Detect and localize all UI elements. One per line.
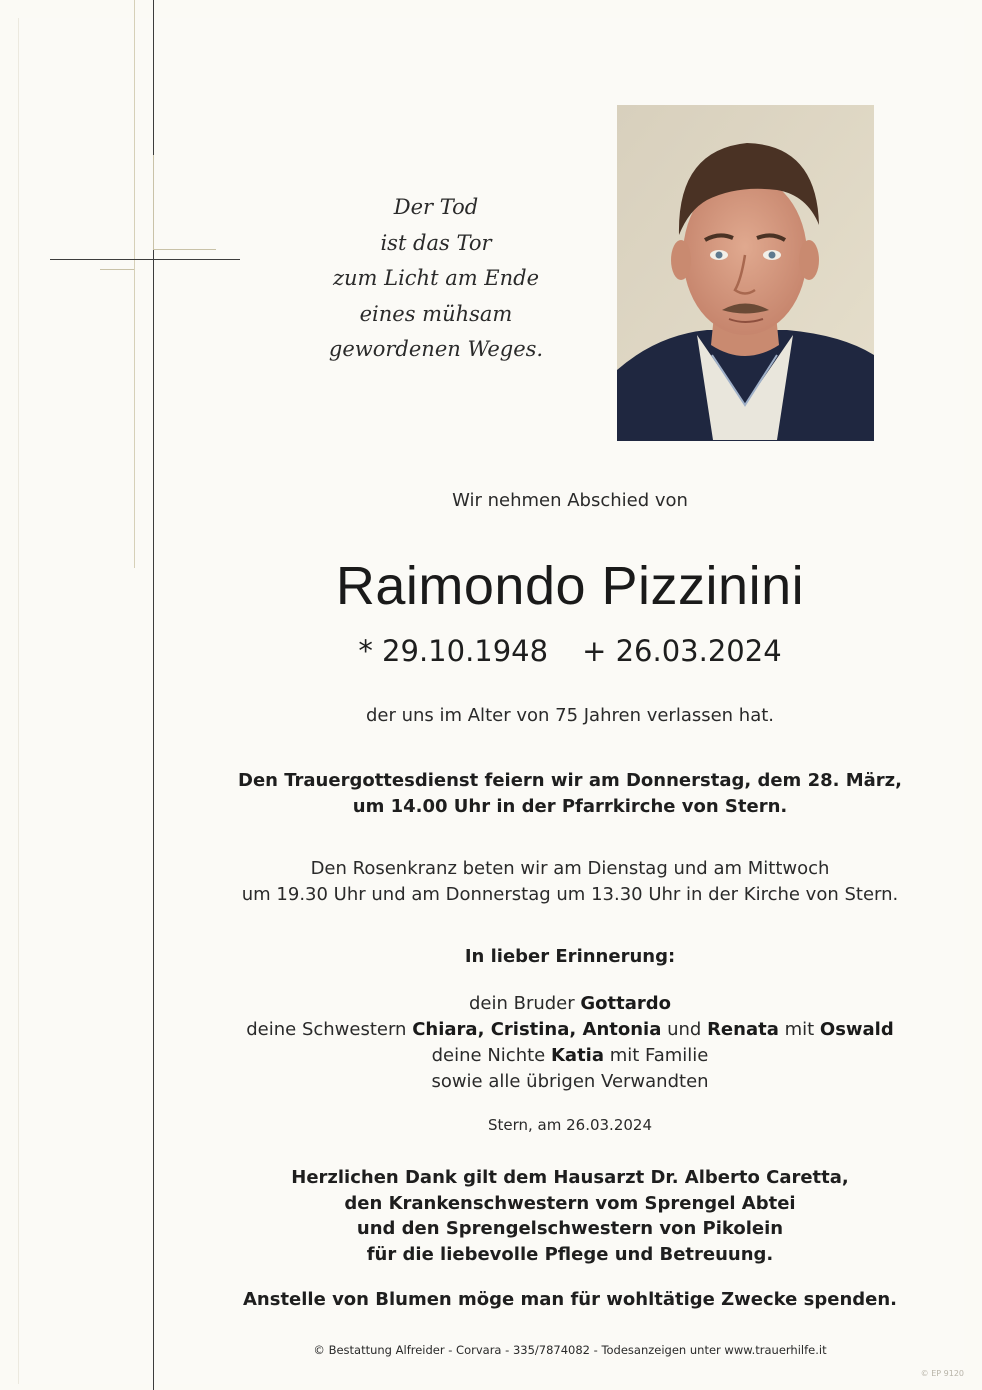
brother-prefix: dein Bruder [468, 993, 581, 1014]
family-sisters [230, 1017, 910, 1043]
product-code: © EP 9120 [920, 1369, 964, 1378]
rosary-info [230, 856, 910, 908]
conjunction: und [661, 1019, 708, 1040]
memory-heading: In lieber Erinnerung: [464, 946, 676, 967]
sisters-prefix: deine Schwestern [246, 1019, 413, 1040]
deceased-name: Raimondo Pizzinini [335, 556, 805, 616]
family-niece [230, 1043, 910, 1069]
death-date: + 26.03.2024 [582, 634, 782, 668]
cross-vertical-accent [153, 155, 154, 250]
rosary-line-1: Den Rosenkranz beten wir am Dienstag und am Mittwoch [310, 858, 830, 879]
conjunction: mit [778, 1019, 820, 1040]
portrait-image [617, 105, 874, 441]
separator: , [569, 1019, 583, 1040]
niece-prefix: deine Nichte [431, 1045, 551, 1066]
niece-suffix: mit Familie [603, 1045, 709, 1066]
flowers-note: Anstelle von Blumen möge man für wohltätige Zwecke spenden. [242, 1289, 898, 1310]
thanks-line-3: und den Sprengelschwestern von Pikolein [356, 1218, 784, 1239]
verse [300, 190, 572, 368]
footer-credit: © Bestattung Alfreider - Corvara - 335/7874082 - Todesanzeigen unter www.trauerhilfe.it [313, 1343, 827, 1357]
cross-vertical-gold [134, 0, 135, 568]
sister-name: Cristina [490, 1019, 570, 1040]
place-date: Stern, am 26.03.2024 [487, 1116, 653, 1134]
family-brother [230, 991, 910, 1017]
sister-name: Renata [707, 1019, 779, 1040]
intro-text: Wir nehmen Abschied von [452, 490, 688, 511]
cross-horizontal-dark [50, 259, 240, 260]
thanks-line-1: Herzlichen Dank gilt dem Hausarzt Dr. Alberto Caretta, [291, 1167, 849, 1188]
sister-name: Chiara [412, 1019, 478, 1040]
separator: , [477, 1019, 491, 1040]
cross-horizontal-gold-right [154, 249, 216, 250]
family-list [230, 991, 910, 1095]
rosary-line-2: um 19.30 Uhr und am Donnerstag um 13.30 Uhr in der Kirche von Stern. [241, 884, 899, 905]
funeral-mass-info [230, 768, 910, 820]
family-relatives: sowie alle übrigen Verwandten [431, 1071, 709, 1092]
cross-horizontal-gold-left [100, 269, 134, 270]
mass-line-1: Den Trauergottesdienst feiern wir am Donnerstag, dem 28. März, [238, 770, 902, 791]
life-dates [230, 634, 910, 668]
thanks-line-4: für die liebevolle Pflege und Betreuung. [366, 1243, 774, 1265]
verse-line: ist das Tor [380, 230, 492, 255]
thanks-text [230, 1165, 910, 1267]
verse-line: eines mühsam [359, 301, 513, 326]
verse-line: zum Licht am Ende [332, 266, 540, 290]
verse-line: gewordenen Weges. [328, 337, 544, 361]
mass-line-2: um 14.00 Uhr in der Pfarrkirche von Stern. [352, 796, 788, 817]
sister-name: Antonia [582, 1019, 662, 1040]
birth-date: * 29.10.1948 [358, 634, 549, 668]
brother-name: Gottardo [580, 993, 672, 1014]
portrait-photo [617, 105, 874, 441]
age-text: der uns im Alter von 75 Jahren verlassen hat. [365, 705, 775, 726]
verse-line: Der Tod [393, 195, 479, 219]
partner-name: Oswald [819, 1019, 894, 1040]
niece-name: Katia [550, 1045, 604, 1066]
thanks-line-2: den Krankenschwestern vom Sprengel Abtei [344, 1192, 796, 1214]
